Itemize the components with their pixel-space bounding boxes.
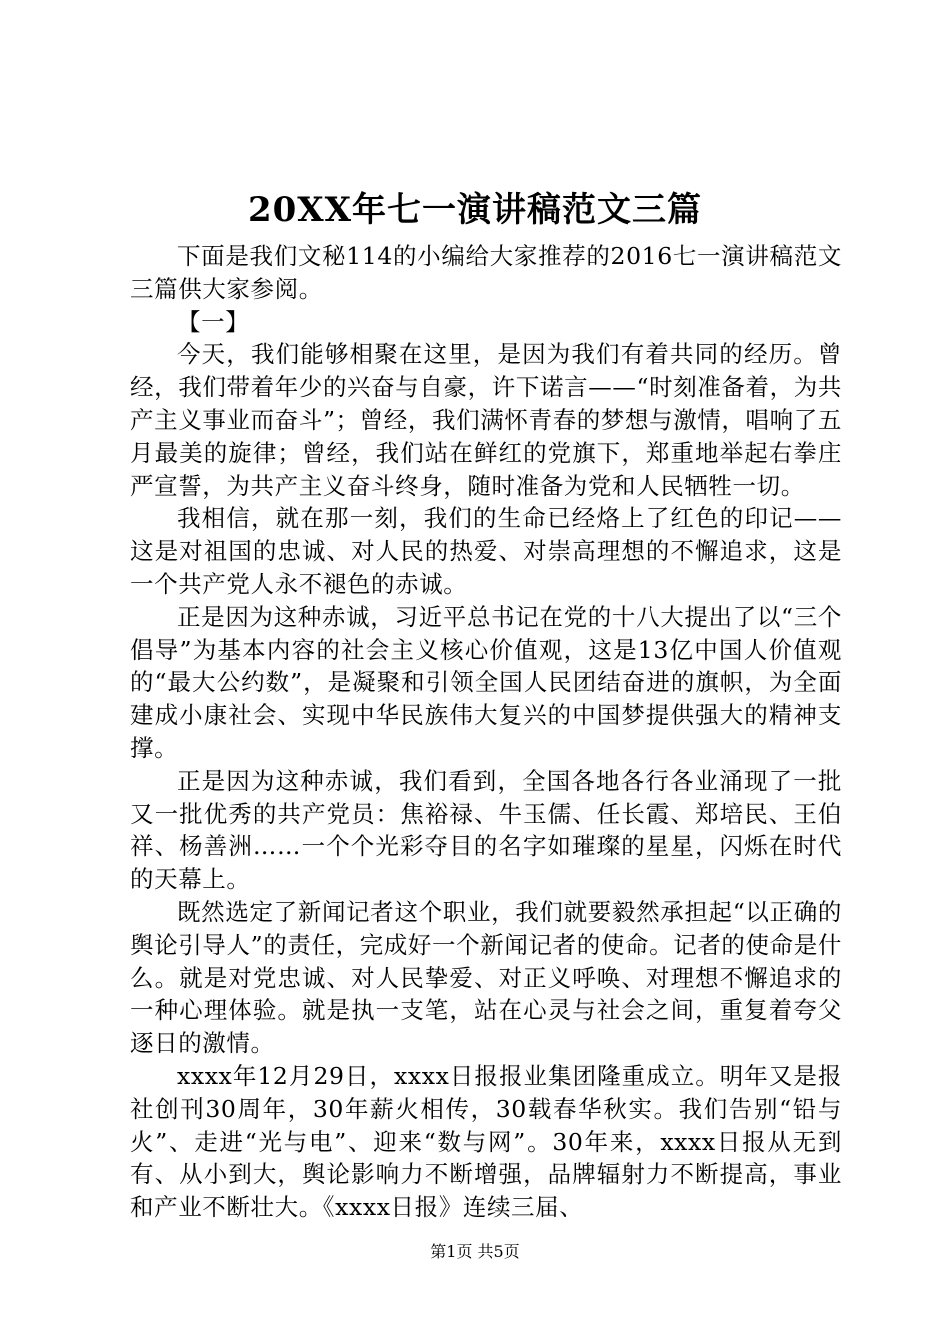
paragraph: xxxx年12月29日，xxxx日报报业集团隆重成立。明年又是报社创刊30周年，30年薪火相传，30载春华秋实。我们告别“铅与火”、走进“光与电”、迎来“数与网”。30年来，xxxx日报从无到有、从小到大，舆论影响力不断增强，品牌辐射力不断提高，事业和产业不断壮大。《xxxx日报》连续三届、: [130, 1061, 842, 1222]
page-footer-number: 第1页 共5页: [430, 1242, 520, 1261]
paragraph: 正是因为这种赤诚，习近平总书记在党的十八大提出了以“三个倡导”为基本内容的社会主义核心价值观，这是13亿中国人价值观的“最大公约数”，是凝聚和引领全国人民团结奋进的旗帜，为全面建成小康社会、实现中华民族伟大复兴的中国梦提供强大的精神支撑。: [130, 602, 842, 762]
paragraph: 既然选定了新闻记者这个职业，我们就要毅然承担起“以正确的舆论引导人”的责任，完成好一个新闻记者的使命。记者的使命是什么。就是对党忠诚、对人民挚爱、对正义呼唤、对理想不懈追求的一种心理体验。就是执一支笔，站在心灵与社会之间，重复着夸父逐日的激情。: [130, 897, 842, 1058]
paragraph: 我相信，就在那一刻，我们的生命已经烙上了红色的印记——这是对祖国的忠诚、对人民的热爱、对崇高理想的不懈追求，这是一个共产党人永不褪色的赤诚。: [130, 504, 842, 598]
paragraph: 今天，我们能够相聚在这里，是因为我们有着共同的经历。曾经，我们带着年少的兴奋与自豪，许下诺言——“时刻准备着，为共产主义事业而奋斗”；曾经，我们满怀青春的梦想与激情，唱响了五月最美的旋律；曾经，我们站在鲜红的党旗下，郑重地举起右拳庄严宣誓，为共产主义奋斗终身，随时准备为党和人民牺牲一切。: [130, 340, 842, 500]
paragraph: 正是因为这种赤诚，我们看到，全国各地各行各业涌现了一批又一批优秀的共产党员：焦裕禄、牛玉儒、任长霞、郑培民、王伯祥、杨善洲……一个个光彩夺目的名字如璀璨的星星，闪烁在时代的天幕上。: [130, 766, 842, 894]
section-heading-one: 【一】: [177, 307, 250, 336]
document-body: [130, 240, 842, 1224]
paragraph-intro: 下面是我们文秘114的小编给大家推荐的2016七一演讲稿范文三篇供大家参阅。: [130, 242, 842, 303]
document-title: 20XX年七一演讲稿范文三篇: [247, 190, 703, 230]
